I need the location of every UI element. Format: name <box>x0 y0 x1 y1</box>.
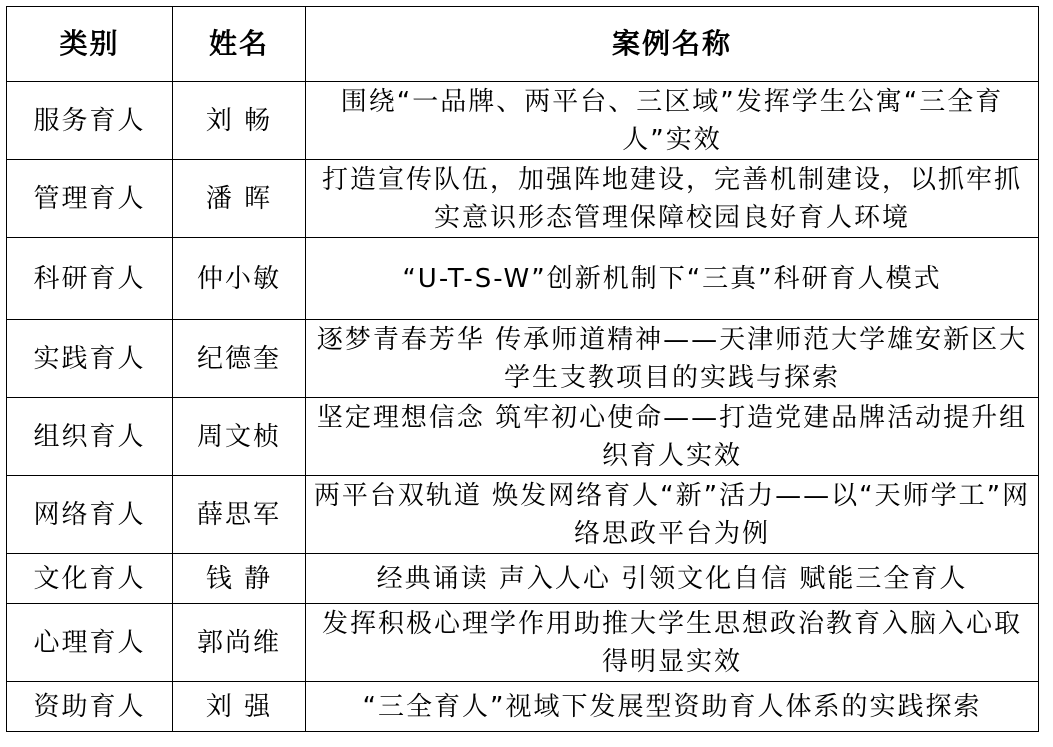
name-cell: 薛思军 <box>173 476 306 554</box>
category-cell: 管理育人 <box>7 160 173 238</box>
table-row <box>7 554 1039 604</box>
table-row <box>7 604 1039 682</box>
table-row <box>7 682 1039 732</box>
table-header-row <box>7 7 1039 82</box>
category-cell: 网络育人 <box>7 476 173 554</box>
name-cell: 周文桢 <box>173 398 306 476</box>
category-cell: 服务育人 <box>7 82 173 160</box>
title-cell: 逐梦青春芳华 传承师道精神——天津师范大学雄安新区大学生支教项目的实践与探索 <box>306 320 1039 398</box>
header-title: 案例名称 <box>306 7 1039 82</box>
title-cell: 发挥积极心理学作用助推大学生思想政治教育入脑入心取得明显实效 <box>306 604 1039 682</box>
name-cell: 钱 静 <box>173 554 306 604</box>
name-cell: 纪德奎 <box>173 320 306 398</box>
name-cell: 刘 畅 <box>173 82 306 160</box>
name-cell: 郭尚维 <box>173 604 306 682</box>
category-cell: 心理育人 <box>7 604 173 682</box>
name-cell: 潘 晖 <box>173 160 306 238</box>
table-row <box>7 160 1039 238</box>
case-table <box>6 6 1039 732</box>
header-category: 类别 <box>7 7 173 82</box>
table-row <box>7 320 1039 398</box>
name-cell: 刘 强 <box>173 682 306 732</box>
table-row <box>7 476 1039 554</box>
title-cell: 坚定理想信念 筑牢初心使命——打造党建品牌活动提升组织育人实效 <box>306 398 1039 476</box>
table-row <box>7 238 1039 320</box>
title-cell: 打造宣传队伍，加强阵地建设，完善机制建设，以抓牢抓实意识形态管理保障校园良好育人环境 <box>306 160 1039 238</box>
category-cell: 文化育人 <box>7 554 173 604</box>
category-cell: 组织育人 <box>7 398 173 476</box>
category-cell: 科研育人 <box>7 238 173 320</box>
title-cell: “三全育人”视域下发展型资助育人体系的实践探索 <box>306 682 1039 732</box>
title-cell: 两平台双轨道 焕发网络育人“新”活力——以“天师学工”网络思政平台为例 <box>306 476 1039 554</box>
category-cell: 资助育人 <box>7 682 173 732</box>
name-cell: 仲小敏 <box>173 238 306 320</box>
category-cell: 实践育人 <box>7 320 173 398</box>
table-row <box>7 398 1039 476</box>
title-cell: 经典诵读 声入人心 引领文化自信 赋能三全育人 <box>306 554 1039 604</box>
title-cell: “U-T-S-W”创新机制下“三真”科研育人模式 <box>306 238 1039 320</box>
title-cell: 围绕“一品牌、两平台、三区域”发挥学生公寓“三全育人”实效 <box>306 82 1039 160</box>
header-name: 姓名 <box>173 7 306 82</box>
table-row <box>7 82 1039 160</box>
